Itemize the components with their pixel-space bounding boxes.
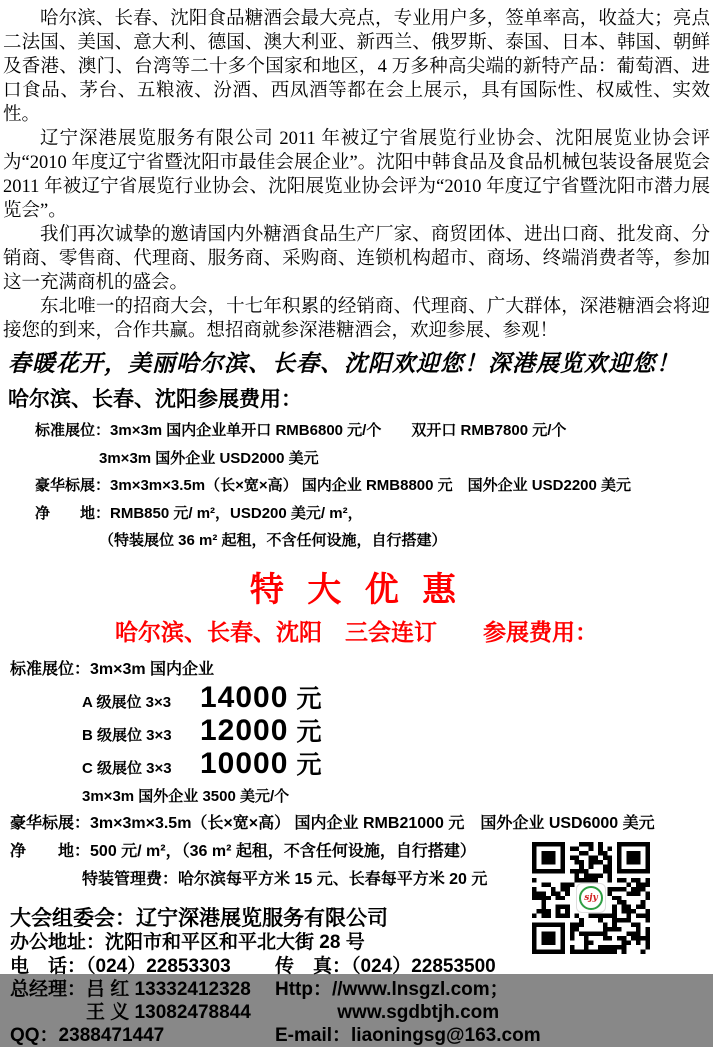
fee-row-text: 3m×3m 国内企业单开口 RMB6800 元/个 双开口 RMB7800 元/个 xyxy=(110,422,567,439)
wechat-qr-code xyxy=(532,842,650,954)
fee-row-label: 豪华标展： xyxy=(10,814,91,832)
fee-row-text: 3m×3m 国内企业 xyxy=(90,660,215,678)
grade-name: B 级展位 3×3 xyxy=(82,726,172,744)
combo-standard-row xyxy=(10,656,713,684)
phone-value: 电 话：（024）22853303 xyxy=(10,955,231,977)
fee-row-label: 豪华标展： xyxy=(35,477,111,494)
qr-logo-ring xyxy=(579,886,603,910)
qq-value: QQ：2388471447 xyxy=(10,1024,165,1046)
manager-value: 总经理：吕 红 13332412328 xyxy=(10,978,251,1000)
promo-title: 特 大 优 惠 xyxy=(249,570,464,609)
fee-row-label: 净 地： xyxy=(35,504,111,522)
intro-paragraph: 哈尔滨、长春、沈阳食品糖酒会最大亮点，专业用户多，签单率高，收益大；亮点二法国、美国、意大利、德国、澳大利亚、新西兰、俄罗斯、泰国、日本、韩国、朝鲜及香港、澳门、台湾等二十多个国家和地区，4 万多种高尖端的新特产品：葡萄酒、进口食品、茅台、五粮液、汾酒、西凤酒等都在会上展示，具有国际性、权威性、实效性。 xyxy=(3,9,710,125)
manager2-value: 王 义 13082478844 xyxy=(10,1001,251,1023)
fee-row-label: 标准展位： xyxy=(35,422,111,439)
combo-foreign-row: 3m×3m 国外企业 3500 美元/个 xyxy=(82,787,290,805)
fee-row-label: 标准展位： xyxy=(10,660,91,678)
grade-name: C 级展位 3×3 xyxy=(82,759,172,777)
grade-price: 14000 xyxy=(200,680,289,714)
email-value: E-mail：liaoningsg@163.com xyxy=(275,1024,541,1046)
fees-standard-block xyxy=(35,417,713,555)
contact-row-manager-site xyxy=(10,978,530,1001)
fee-row-text: 3m×3m×3.5m（长×宽×高） 国内企业 RMB8800 元 国外企业 USD2200 美元 xyxy=(110,477,632,494)
fee-row-text: 3m×3m 国外企业 USD2000 美元 xyxy=(99,449,319,467)
intro-paragraph: 辽宁深港展览服务有限公司 2011 年被辽宁省展览行业协会、沈阳展览业协会评为“2010 年度辽宁省暨沈阳市最佳会展企业”。沈阳中韩食品及食品机械包装设备展览会 2011 年被辽宁省展览行业协会、沈阳展览业协会评为“2010 年度辽宁省暨沈阳市潜力展览会”。 xyxy=(3,129,710,221)
contact-section xyxy=(10,906,541,1047)
grade-unit: 元 xyxy=(296,750,322,779)
fee-row-raw-space xyxy=(35,500,713,528)
grade-price: 12000 xyxy=(200,713,289,747)
intro-paragraph: 我们再次诚挚的邀请国内外糖酒食品生产厂家、商贸团体、进出口商、批发商、分销商、零售商、代理商、服务商、采购商、连锁机构超市、商场、终端消费者等，参加这一充满商机的盛会。 xyxy=(3,225,710,293)
fee-row-text: 3m×3m×3.5m（长×宽×高） 国内企业 RMB21000 元 国外企业 USD6000 美元 xyxy=(90,814,655,832)
grade-row-b xyxy=(82,713,713,750)
contact-row-phone-fax xyxy=(10,955,530,978)
fee-row-text: 500 元/ m²，（36 m² 起租，不含任何设施，自行搭建） xyxy=(90,842,476,860)
contact-row-manager2-site2 xyxy=(10,1001,530,1024)
fee-row-raw-space-note xyxy=(99,527,713,555)
grade-row-c xyxy=(82,746,713,783)
combo-management-row: 特装管理费：哈尔滨每平方米 15 元、长春每平方米 20 元 xyxy=(82,870,488,888)
fee-row-standard-booth xyxy=(35,417,713,445)
grade-name: A 级展位 3×3 xyxy=(82,693,172,711)
fee-row-standard-foreign xyxy=(99,445,713,473)
fees-standard-heading: 哈尔滨、长春、沈阳参展费用： xyxy=(8,388,302,411)
fax-value: 传 真：（024）22853500 xyxy=(275,955,496,977)
fee-row-text: RMB850 元/ m²，USD200 美元/ m²， xyxy=(110,504,363,522)
intro-paragraph: 东北唯一的招商大会，十七年积累的经销商、代理商、广大群体，深港糖酒会将迎接您的到来，合作共赢。想招商就参深港糖酒会，欢迎参展、参观！ xyxy=(3,297,710,341)
intro-section xyxy=(0,0,713,343)
combo-deluxe-row xyxy=(10,810,713,838)
grade-unit: 元 xyxy=(296,684,322,713)
organizer-line: 大会组委会：辽宁深港展览服务有限公司 xyxy=(10,906,388,930)
website-value: Http：//www.lnsgzl.com； xyxy=(275,978,509,1000)
grade-unit: 元 xyxy=(296,717,322,746)
website2-value: www.sgdbtjh.com xyxy=(275,1001,500,1023)
address-line: 办公地址：沈阳市和平区和平北大街 28 号 xyxy=(10,931,365,953)
fee-row-label: 净 地： xyxy=(10,842,91,860)
promo-subtitle: 哈尔滨、长春、沈阳 三会连订 参展费用： xyxy=(115,618,598,645)
calligraphy-welcome-line: 春暖花开，美丽哈尔滨、长春、沈阳欢迎您！深港展览欢迎您！ xyxy=(8,350,680,377)
grade-row-a xyxy=(82,680,713,717)
fee-row-text: （特装展位 36 m² 起租，不含任何设施，自行搭建） xyxy=(99,532,447,549)
contact-row-qq-email xyxy=(10,1024,541,1047)
fee-row-deluxe-booth xyxy=(35,472,713,500)
qr-logo-text: sjy xyxy=(584,892,598,903)
grade-price: 10000 xyxy=(200,746,289,780)
qr-center-logo xyxy=(576,883,606,913)
